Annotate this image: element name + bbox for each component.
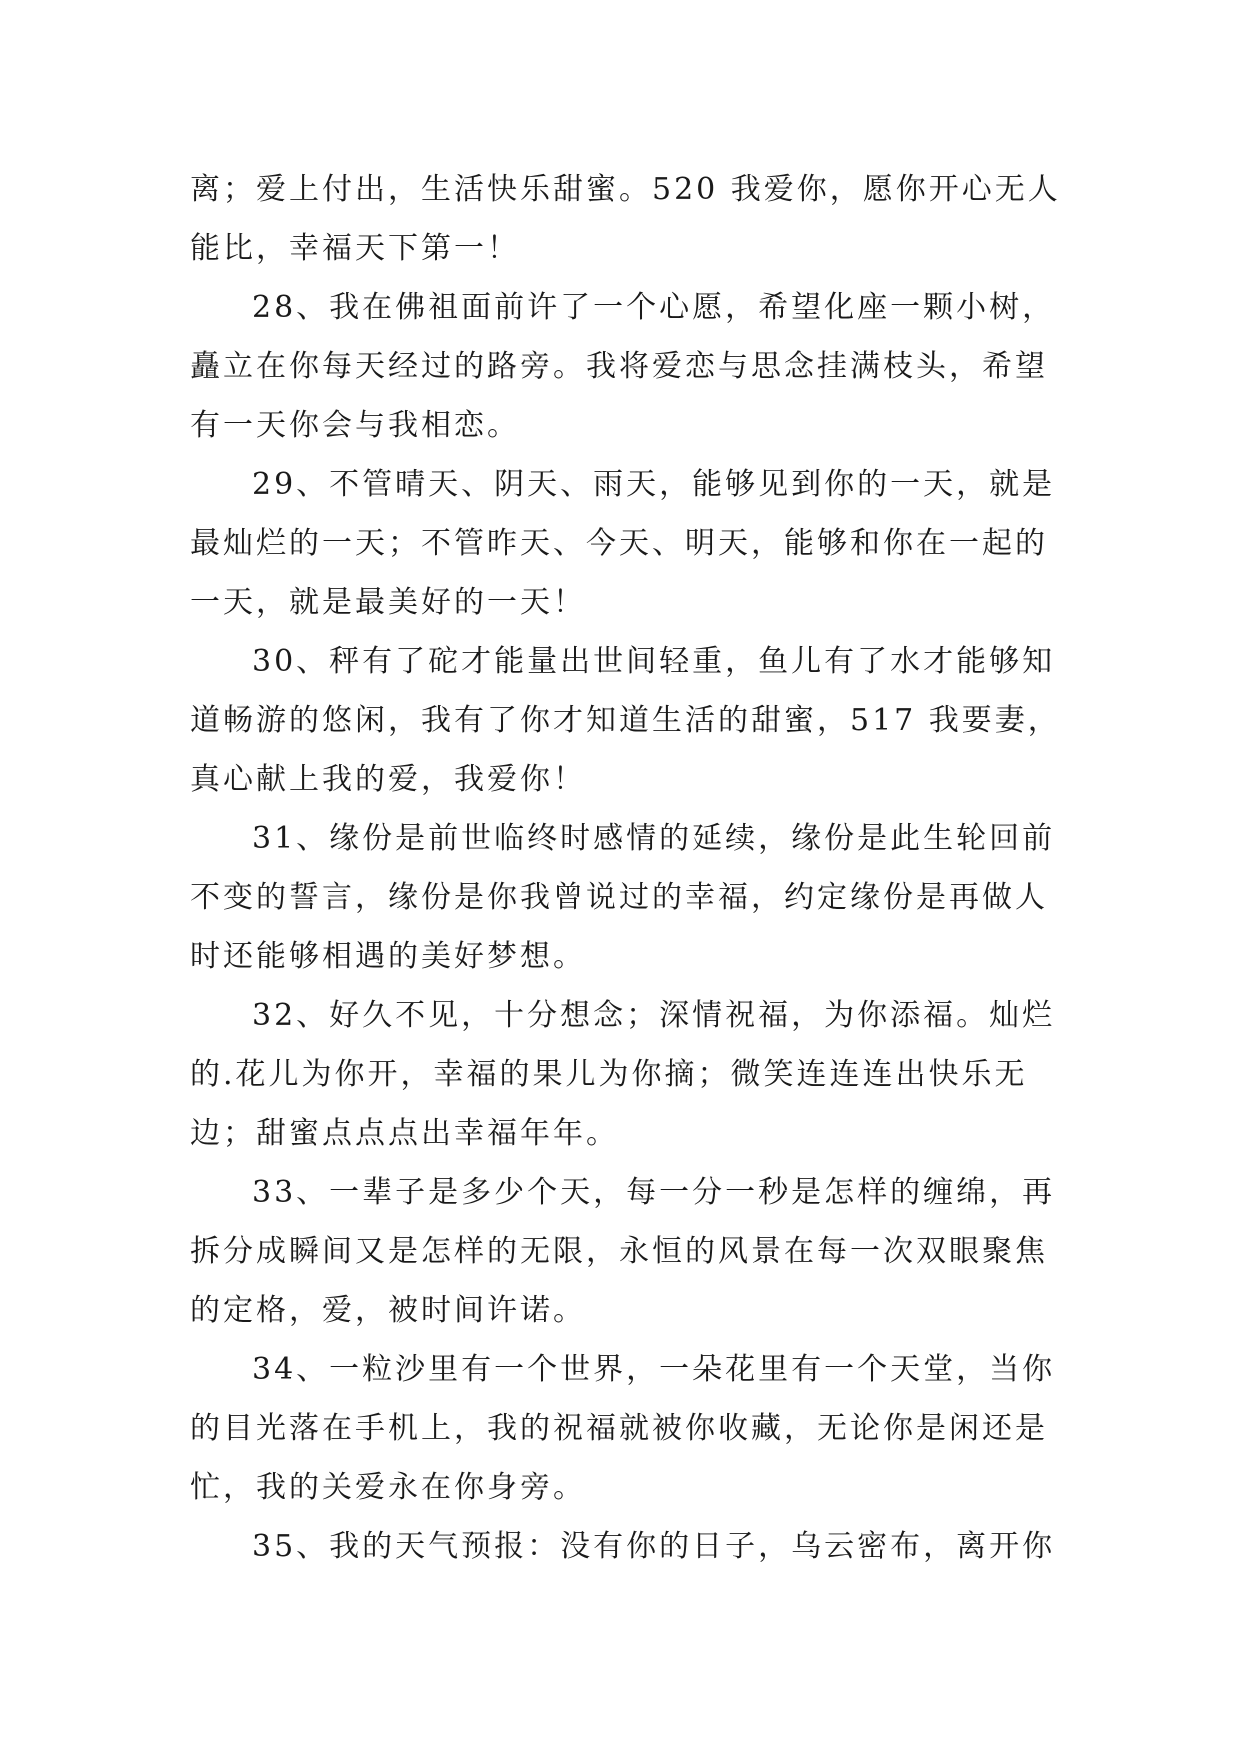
- text-line: 的目光落在手机上，我的祝福就被你收藏，无论你是闲还是: [190, 1411, 1048, 1446]
- text-line: 34、一粒沙里有一个世界，一朵花里有一个天堂，当你: [252, 1352, 1056, 1387]
- paragraph-35: [190, 1517, 1070, 1576]
- text-line: 30、秤有了砣才能量出世间轻重，鱼儿有了水才能够知: [252, 644, 1056, 679]
- text-line: 不变的誓言，缘份是你我曾说过的幸福，约定缘份是再做人: [190, 880, 1048, 915]
- paragraph-31: [190, 809, 1070, 986]
- paragraph-continuation: [190, 160, 1070, 278]
- text-line: 矗立在你每天经过的路旁。我将爱恋与思念挂满枝头，希望: [190, 349, 1048, 384]
- paragraph-29: [190, 455, 1070, 632]
- text-line: 31、缘份是前世临终时感情的延续，缘份是此生轮回前: [252, 821, 1056, 856]
- text-line: 28、我在佛祖面前许了一个心愿，希望化座一颗小树，: [252, 290, 1056, 325]
- text-line: 35、我的天气预报：没有你的日子，乌云密布，离开你: [252, 1529, 1056, 1564]
- paragraph-34: [190, 1340, 1070, 1517]
- text-line: 的定格，爱，被时间许诺。: [190, 1293, 586, 1328]
- text-line: 29、不管晴天、阴天、雨天，能够见到你的一天，就是: [252, 467, 1056, 502]
- text-line: 忙，我的关爱永在你身旁。: [190, 1470, 586, 1505]
- text-line: 边；甜蜜点点点出幸福年年。: [190, 1116, 619, 1151]
- paragraph-30: [190, 632, 1070, 809]
- text-line: 33、一辈子是多少个天，每一分一秒是怎样的缠绵，再: [252, 1175, 1056, 1210]
- text-line: 最灿烂的一天；不管昨天、今天、明天，能够和你在一起的: [190, 526, 1048, 561]
- document-body: [190, 160, 1070, 1576]
- text-line: 时还能够相遇的美好梦想。: [190, 939, 586, 974]
- text-line: 一天，就是最美好的一天！: [190, 585, 586, 620]
- text-line: 道畅游的悠闲，我有了你才知道生活的甜蜜，517 我要妻，: [190, 703, 1061, 738]
- paragraph-33: [190, 1163, 1070, 1340]
- text-line: 有一天你会与我相恋。: [190, 408, 520, 443]
- text-line: 32、好久不见，十分想念；深情祝福，为你添福。灿烂: [252, 998, 1056, 1033]
- text-line: 真心献上我的爱，我爱你！: [190, 762, 586, 797]
- paragraph-32: [190, 986, 1070, 1163]
- text-line: 离；爱上付出，生活快乐甜蜜。520 我爱你，愿你开心无人: [190, 172, 1061, 207]
- text-line: 的.花儿为你开，幸福的果儿为你摘；微笑连连连出快乐无: [190, 1057, 1028, 1092]
- text-line: 能比，幸福天下第一！: [190, 231, 520, 266]
- text-line: 拆分成瞬间又是怎样的无限，永恒的风景在每一次双眼聚焦: [190, 1234, 1048, 1269]
- paragraph-28: [190, 278, 1070, 455]
